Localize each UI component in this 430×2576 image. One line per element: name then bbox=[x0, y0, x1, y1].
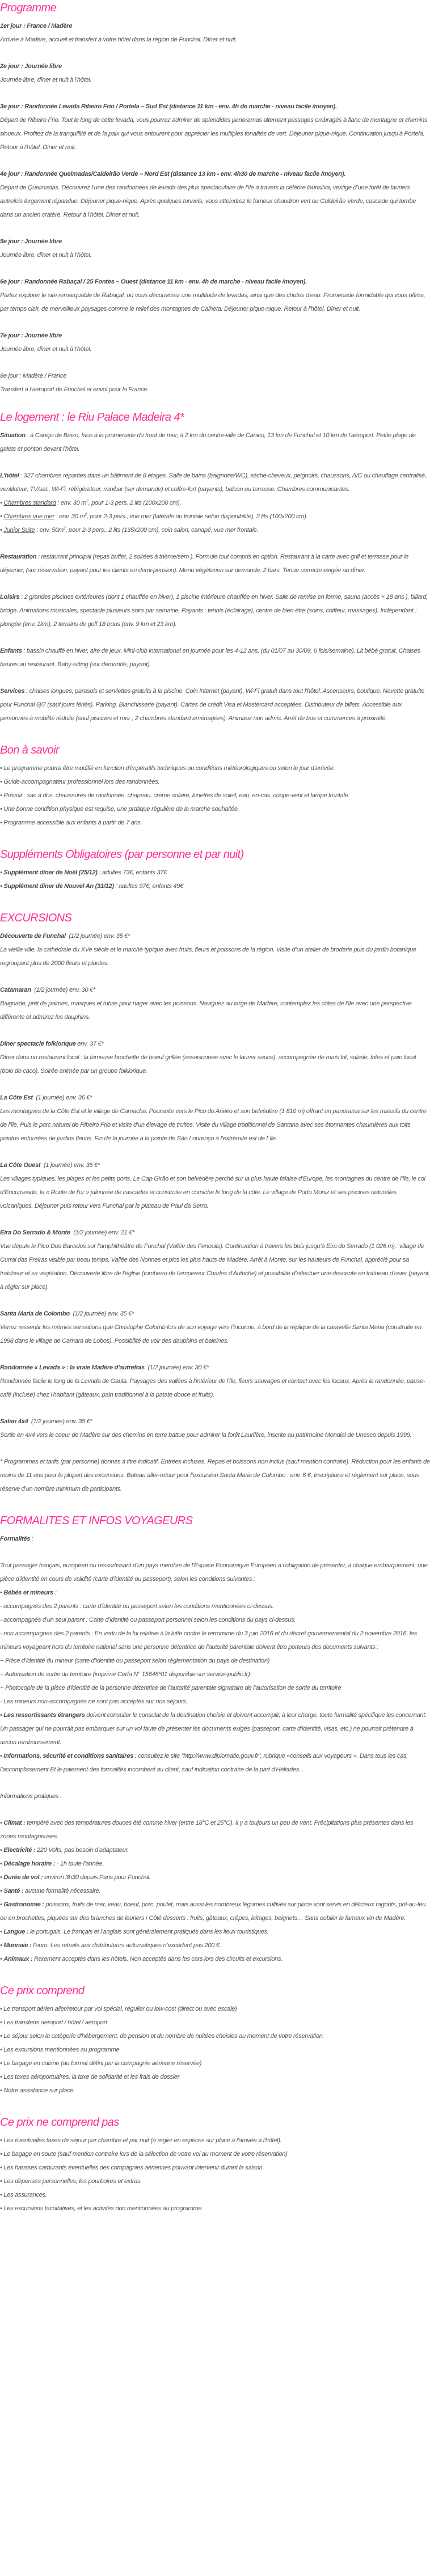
formalites-intro: Tout passager français, européen ou ressortissant d’un pays membre de l’Espace Economique Européen a l’obligation de présenter, à chaque embarquement, une pièce d’identité en cours de validité (carte d’identité ou passeport), selon les conditions suivantes : bbox=[0, 1562, 428, 1583]
excursion-name: Catamaran bbox=[0, 987, 31, 993]
day-text: Départ de Ribeiro Frio. Tout le long de cette levada, vous pourrez admirer de splendides panoramas alternant passages ombragés à flanc de montagne et chemins sinueux. Profitez de la tranquillité et de la paix qui vous entourent pour apprécier les multiples tonalités de vert. Déjeuner pique-nique. Continuation jusqu’à Portela. Retour à l’hôtel. Dîner et nuit. bbox=[0, 117, 428, 151]
supplement-item: • Supplément diner de Nouvel An (31/12) : adultes 97€, enfants 49€ bbox=[0, 879, 430, 893]
pratique-item: • Electricité : 220 Volts, pas besoin d’adaptateur. bbox=[0, 1843, 430, 1857]
excursion-price: (1/2 journée) env. 30 €* bbox=[31, 987, 95, 993]
excursions-section bbox=[0, 910, 430, 1496]
day-item bbox=[0, 275, 430, 316]
day-title: 1er jour : France / Madère bbox=[0, 23, 73, 29]
list-item: • Les transferts aéroport / hôtel / aéroport bbox=[0, 2016, 430, 2029]
loisirs-label: Loisirs bbox=[0, 594, 20, 600]
list-item: • Les excursions mentionnées au programme bbox=[0, 2043, 430, 2057]
day-title: 6e jour : Randonnée Rabaçal / 25 Fontes – Ouest (distance 11 km - env. 4h de marche - niveau facile /moyen). bbox=[0, 278, 307, 285]
day-text: Partez explorer le site remarquable de Rabaçal, où vous découvrirez une multitude de levadas, ainsi que des chutes d’eau. Promenade formidable qui vous offrira, par temps clair, de merveilleux paysages comme le relief des montagnes de Calheta. Déjeuner pique-nique. Retour à l’hôtel. Dîner et nuit. bbox=[0, 292, 425, 312]
day-item bbox=[0, 329, 430, 356]
supplements-title: Suppléments Obligatoires (par personne et par nuit) bbox=[0, 848, 244, 861]
excursion-price: (1 journée) env. 36 €* bbox=[40, 1162, 100, 1169]
list-item: • Les dépenses personnelles, les pourboires et extras. bbox=[0, 2175, 430, 2188]
mineurs-heading: • Bébés et mineurs : bbox=[0, 1586, 430, 1600]
list-item: • Les taxes aéroportuaires, la taxe de solidarité et les frais de dossier bbox=[0, 2070, 430, 2084]
list-item: • Les excursions facultatives, et les activités non mentionnées au programme bbox=[0, 2202, 430, 2215]
excursion-name: Eira Do Serrado & Monte bbox=[0, 1229, 70, 1236]
prix-comprend-list bbox=[0, 2002, 430, 2097]
room-item: • Chambres vue mer : env. 30 $m^2$, pour 2-3 pers., vue mer (latérale ou frontale selon disponibilité), 2 lits (100x200 cm). bbox=[0, 510, 430, 523]
enfants-label: Enfants bbox=[0, 648, 22, 654]
pratique-item: • Climat : tempéré avec des températures douces été comme hiver (entre 18°C et 25°C). Il y a toujours un peu de vent. Précipitations plus présentes dans les zones montagneuses. bbox=[0, 1816, 430, 1843]
excursion-price: (1/2 journée) env. 35 €* bbox=[65, 933, 130, 940]
mineurs-line: + Photocopie de la pièce d’identité de la personne détentrice de l’autorité parentale signataire de l’autorisation de sortie du territoire bbox=[0, 1685, 342, 1691]
list-item: • Le bagage en soute (sauf mention contraire lors de la sélection de votre vol au moment de votre réservation) bbox=[0, 2147, 430, 2161]
excursion-name: La Côte Est bbox=[0, 1094, 33, 1101]
pratiques-list bbox=[0, 1816, 430, 1966]
pratique-item: • Langue : le portugais. Le français et l’anglais sont généralement pratiqués dans les lieux touristiques. bbox=[0, 1925, 430, 1939]
list-item: • Le programme pourra être modifié en fonction d’impératifs techniques ou conditions météorologiques ou selon le jour d’arrivée. bbox=[0, 762, 430, 775]
list-item: • Le bagage en cabine (au format défini par la compagnie aérienne réservée) bbox=[0, 2057, 430, 2070]
list-item: • Le transport aérien aller/retour par vol spécial, régulier ou low-cost (direct ou avec escale) bbox=[0, 2002, 430, 2016]
list-item: • Les assurances. bbox=[0, 2188, 430, 2202]
day-title: 2e jour : Journée libre bbox=[0, 63, 62, 70]
supplement-item: • Supplément diner de Noël (25/12) : adultes 73€, enfants 37€ bbox=[0, 866, 430, 879]
excursion-item: La Côte Ouest (1 journée) env. 36 €* Les villages typiques, les plages et les petits ports. Le Cap Girão et son belvédère perché sur la plus haute falaise d’Europe, les montagnes du centre de l’île, le col d’Encumeada, la « Route de l’or » jalonnée de cascades et construite en corniche le long de la côte. Le village de Porto Moniz et ses piscines naturelles volcaniques. Déjeuner puis retour vers Funchal par le plateau de Paul da Serra. bbox=[0, 1162, 425, 1209]
excursion-item: Randonnée « Levada » : la vraie Madère d’autrefois (1/2 journée) env. 30 €* Randonnée facile le long de la Levada de Gaula. Paysages des vallées à l’intérieur de l’île, fleurs sauvages et contact avec les locaux. Après la randonnée, pause-café (incluse) chez l’habitant (gâteaux, pain traditionnel à la patate douce et fruits). bbox=[0, 1364, 425, 1398]
excursion-price: (1 journée) env. 36 €* bbox=[32, 1094, 92, 1101]
pratique-item: • Gastronomie : poissons, fruits de mer, veau, boeuf, porc, poulet, mais aussi les nombreux légumes cultivés sur place sont servis en délicieux ragoûts, pot-au-feu ou en brochettes, piquées sur des branches de lauriers ! Côté desserts : fruits, gâteaux, crêpes, laitages, beignets… Sans oublier le fameux vin de Madère. bbox=[0, 1898, 430, 1925]
day-title: 5e jour : Journée libre bbox=[0, 238, 62, 245]
bon-a-savoir-title: Bon à savoir bbox=[0, 744, 59, 756]
situation-label: Situation bbox=[0, 432, 26, 439]
day-title: 3e jour : Randonnée Levada Ribeiro Frio / Portela – Sud Est (distance 11 km - env. 4h de marche - niveau facile /moyen). bbox=[0, 103, 337, 110]
formalites-title: FORMALITES ET INFOS VOYAGEURS bbox=[0, 1515, 193, 1527]
day-text: Départ de Queimadas. Découvrez l’une des randonnées de levada des plus spectaculaire de l’île à travers la célèbre laurisilva, vestige d’une forêt de lauriers autrefois largement répandue. Déjeuner pique-nique. Après quelques tunnels, vous atteindrez le fameux chaudron vert ou Caldeirão Verde, cascade qui tombe dans un ancien cratère. Retour à l’hôtel. Dîner et nuit. bbox=[0, 184, 416, 218]
programme-title: Programme bbox=[0, 2, 57, 14]
day-list bbox=[0, 19, 430, 396]
bon-a-savoir-section bbox=[0, 742, 430, 830]
loisirs-paragraph: Loisirs : 2 grandes piscines extérieures (dont 1 chauffée en hiver), 1 piscine intérieure chauffée en hiver. Salle de remise en forme, sauna (accès + 18 ans ), billard, bridge. Animations musicales, spectacle plusieurs soirs par semaine. Payants : tennis (éclairage), centre de bien-être (soins, coiffeur, massages). Indépendant : plongée (env. 1km), 2 terrains de golf 18 trous (env. 9 km et 23 km). bbox=[0, 594, 428, 628]
excursion-name: Safari 4x4 bbox=[0, 1418, 28, 1425]
room-item: • Chambres standard : env. 30 $m^2$, pour 1-3 pers. 2 lits (100x200 cm). bbox=[0, 496, 430, 510]
day-item bbox=[0, 235, 430, 262]
pratique-item: • Durée de vol : environ 3h30 depuis Paris pour Funchal. bbox=[0, 1871, 430, 1884]
excursions-footnote: * Programmes et tarifs (par personne) donnés à titre indicatif. Entrées incluses. Repas et boissons non inclus (sauf mention contraire). Réduction pour les enfants de moins de 11 ans pour la plupart des excursions. Bateau aller-retour pour l’excursion Santa Maria de Colombo : env. 6 €. Inscriptions et règlement sur place, sous réserve d’un nombre minimum de participants. bbox=[0, 1458, 430, 1492]
excursion-name: Dîner spectacle folklorique bbox=[0, 1040, 76, 1047]
list-item: • Programme accessible aux enfants à partir de 7 ans. bbox=[0, 816, 430, 830]
hotel-paragraph: L’hôtel : 327 chambres réparties dans un bâtiment de 8 étages. Salle de bains (baignoire/WC), sèche-cheveux, peignoirs, chaussons, A/C ou chauffage centralisé, ventilateur, TV/sat., Wi-Fi, réfrigérateur, minibar (sur demande) et coffre-fort (payants), balcon ou terrasse. Chambres communicantes. • Chambres standard : env. 30 $m^2$, pour 1-3 pers. 2 lits (100x200 cm). • Chambres vue mer : env. 30 $m^2$, pour 2-3 pers., vue mer (latérale ou frontale selon disponibilité), 2 lits (100x200 cm). • Junior Suite : env. $50m^2$, pour 2-3 pers., 2 lits (135x200 cm), coin salon, canapé, vue mer frontale. bbox=[0, 469, 430, 537]
supplements-list bbox=[0, 866, 430, 893]
list-item: • Les hausses carburants éventuelles des compagnies aériennes pouvant intervenir durant la saison. bbox=[0, 2161, 430, 2175]
formalites-section bbox=[0, 1513, 430, 1966]
prix-ne-comprend-pas-section bbox=[0, 2114, 430, 2215]
pratiques-label-row: Informations pratiques : bbox=[0, 1793, 62, 1800]
excursion-price: (1/2 journée) env. 35 €* bbox=[69, 1310, 134, 1317]
list-item: • Les éventuelles taxes de séjour par chambre et par nuit (à régler en espèces sur place à l'arrivée à l'hôtel). bbox=[0, 2134, 430, 2147]
room-item: • Junior Suite : env. $50m^2$, pour 2-3 pers., 2 lits (135x200 cm), coin salon, canapé, vue mer frontale. bbox=[0, 523, 430, 537]
mineurs-line: - accompagnés d’un seul parent : Carte d’identité ou passeport personnel selon les conditions du pays ci-dessus. bbox=[0, 1617, 296, 1623]
restauration-label: Restauration bbox=[0, 553, 37, 560]
excursion-item: Santa Maria de Colombo (1/2 journée) env. 35 €* Venez ressentir les mêmes sensations que Christophe Colomb lors de son voyage vers l’inconnu, à bord de la réplique de la caravelle Santa Maria (construite en 1998 dans le village de Camara de Lobos). Possibilité de voir des dauphins et baleines. bbox=[0, 1310, 421, 1344]
pratique-item: • Monnaie : l’euro. Les retraits aux distributeurs automatiques n’excèdent pas 200 €. bbox=[0, 1939, 430, 1952]
formalites-body bbox=[0, 1559, 430, 1776]
day-item bbox=[0, 167, 430, 222]
day-item bbox=[0, 100, 430, 154]
excursion-name: Découverte de Funchal bbox=[0, 933, 66, 940]
situation-paragraph: Situation : à Caniço de Baixo, face à la promenade du front de mer, à 2 km du centre-ville de Canico, 13 km de Funchal et 10 km de l’aéroport. Petite plage de galets et ponton devant l'hôtel. bbox=[0, 432, 416, 452]
excursion-name: La Côte Ouest bbox=[0, 1162, 41, 1169]
logement-section bbox=[0, 409, 430, 725]
bon-a-savoir-list bbox=[0, 762, 430, 830]
day-text: Journée libre, dîner et nuit à l’hôtel. bbox=[0, 346, 92, 353]
pratique-item: • Décalage horaire : - 1h toute l’année. bbox=[0, 1857, 430, 1871]
excursion-price: env. 37 €* bbox=[75, 1040, 104, 1047]
excursion-item: Safari 4x4 (1/2 journée) env. 35 €* Sortie en 4x4 vers le coeur de Madère sur des chemins en terre battue pour admirer la forêt Laurifère, inscrite au patrimoine Mondial de Unesco depuis 1999. bbox=[0, 1418, 412, 1439]
list-item: • Le séjour selon la catégorie d'hébergement, de pension et du nombre de nuitées choisies au moment de votre réservation. bbox=[0, 2029, 430, 2043]
day-title: 4e jour : Randonnée Queimadas/Caldeirão Verde – Nord Est (distance 13 km - env. 4h30 de marche - niveau facile /moyen). bbox=[0, 171, 345, 177]
logement-title: Le logement : le Riu Palace Madeira 4* bbox=[0, 411, 184, 424]
services-label: Services bbox=[0, 688, 25, 695]
prix-ne-comprend-pas-title: Ce prix ne comprend pas bbox=[0, 2116, 119, 2129]
mineurs-line: - Les mineurs non-accompagnés ne sont pas acceptés sur nos séjours. bbox=[0, 1698, 188, 1705]
prix-comprend-section bbox=[0, 1983, 430, 2097]
restauration-paragraph: Restauration : restaurant principal (repas buffet, 2 soirées à thème/sem.). Formule tout compris en option. Restaurant à la carte avec grill et terrasse pour le déjeuner, (sur réservation, payant pour les clients en demi-pension). Menu végétarien sur demande. 2 bars. Tenue correcte exigée au dîner. bbox=[0, 553, 409, 574]
excursion-item: Découverte de Funchal (1/2 journée) env. 35 €* La vieille ville, la cathédrale du XVe siècle et le marché typique avec fruits, fleurs et poissons de la région. Visite d’un atelier de broderie puis du jardin botanique regroupant plus de 2000 fleurs et plantes. bbox=[0, 933, 416, 967]
day-item bbox=[0, 19, 430, 46]
list-item: • Guide-accompagnateur professionnel lors des randonnées. bbox=[0, 775, 430, 789]
excursion-price: (1/2 journée) env. 21 €* bbox=[70, 1229, 134, 1236]
day-text: Journée libre, dîner et nuit à l’hôtel. bbox=[0, 252, 92, 259]
hotel-label: L’hôtel bbox=[0, 472, 19, 479]
pratique-item: • Animaux : Rarement acceptés dans les hôtels. Non acceptés dans les cars lors des circuits et excursions. bbox=[0, 1952, 430, 1966]
mineurs-line: + Pièce d’identité du mineur (carte d’identité ou passeport selon règlementation du pays de destination) bbox=[0, 1657, 270, 1664]
prix-comprend-title: Ce prix comprend bbox=[0, 1985, 85, 1997]
services-paragraph: Services : chaises longues, parasols et serviettes gratuits à la piscine. Coin Internet (payant), Wi-Fi gratuit dans tout l’hôtel. Ascenseurs, boutique. Navette gratuite pour Funchal 6j/7 (sauf jours fériés). Parking. Blanchisserie (payant). Cartes de crédit Visa et Mastercard acceptées. Distributeur de billets. Accessible aux personnes à mobilité réduite (sauf piscines et mer ; 2 chambres standard aménagées). Animaux non admis. Arrêt de bus et commerces à proximité. bbox=[0, 688, 425, 722]
programme-section bbox=[0, 0, 430, 396]
day-title: 7e jour : Journée libre bbox=[0, 332, 62, 339]
mineurs-line: - accompagnés des 2 parents : carte d’identité ou passeport selon les conditions mentionnées ci-dessus. bbox=[0, 1603, 274, 1610]
day-text: Transfert à l’aéroport de Funchal et envol pour la France. bbox=[0, 386, 149, 393]
excursion-item: Catamaran (1/2 journée) env. 30 €* Baignade, prêt de palmes, masques et tubas pour nager avec les poissons. Naviguez au large de Madère, contemplez les côtes de l’île avec une perspective différente et admirez les dauphins. bbox=[0, 987, 412, 1021]
excursion-name: Santa Maria de Colombo bbox=[0, 1310, 70, 1317]
mineurs-line: + Autorisation de sortie du territoire (imprimé Cerfa N° 15646*01 disponible sur service-public.fr) bbox=[0, 1671, 250, 1678]
excursion-price: (1/2 journée) env. 30 €* bbox=[144, 1364, 209, 1371]
day-item bbox=[0, 60, 430, 87]
enfants-paragraph: Enfants : bassin chauffé en hiver, aire de jeux. Mini-club international en journée pour les 4-12 ans, (du 01/07 au 30/09, 6 fois/semaine). Lit bébé gratuit. Chaises hautes au restaurant. Baby-sitting (sur demande, payant). bbox=[0, 648, 420, 668]
excursion-item: Eira Do Serrado & Monte (1/2 journée) env. 21 €* Vue depuis le Pico Dos Barcelos sur l’amphithéâtre de Funchal (Vallée des Fenouils). Continuation à travers les bois jusqu’à Eira do Serrado (1 026 m) : village de Curral das Freiras visible par beau temps, Vallée des Nonnes et pics les plus hauts de Madère. Arrêt à Monte, sur les hauteurs de Funchal, apprécié pour sa fraîcheur et sa végétation. Découverte libre de l’église (tombeau de l’empereur Charles d’Autriche) et possibilité d’effectuer une descente en traîneau d’osier (payant, à régler sur place). bbox=[0, 1229, 430, 1291]
mineurs-line: - non accompagnés des 2 parents : En vertu de la loi relative à la lutte contre le terrorisme du 3 juin 2016 et du décret gouvernemental du 2 novembre 2016, les mineurs voyageant hors du territoire national sans une personne détentrice de l’autorité parentale doivent être porteurs des documents suivants : bbox=[0, 1630, 418, 1651]
prix-ne-comprend-pas-list bbox=[0, 2134, 430, 2215]
excursion-name: Randonnée « Levada » : la vraie Madère d’autrefois bbox=[0, 1364, 145, 1371]
etrangers-item: • Les ressortissants étrangers doivent consulter le consulat de la destination choisie et doivent accomplir, à leur charge, toute formalité spécifique les concernant. Un passager qui ne pourrait pas embarquer sur un vol faute de présenter les documents exigés (passeport, carte d’identité, visas, etc.) ne pourrait prétendre à aucun remboursement. bbox=[0, 1708, 430, 1749]
list-item: • Notre assistance sur place. bbox=[0, 2084, 430, 2097]
infos-securite-item: • Informations, sécurité et conditions sanitaires : consultez le site "http://www.diplomatie.gouv.fr", rubrique «conseils aux voyageurs ». Dans tous les cas, l’accomplissement Et le paiement des formalités incombent au client, sauf indication contraire de la part d’Héliades. . bbox=[0, 1749, 430, 1776]
day-text: Arrivée à Madère, accueil et transfert à votre hôtel dans la région de Funchal. Dîner et nuit. bbox=[0, 36, 237, 43]
formalites-label-row: Formalités : bbox=[0, 1536, 33, 1542]
pratique-item: • Santé : aucune formalité nécessaire. bbox=[0, 1884, 430, 1898]
day-item bbox=[0, 369, 430, 396]
day-text: Journée libre, dîner et nuit à l’hôtel. bbox=[0, 77, 92, 83]
supplements-section bbox=[0, 847, 430, 893]
list-item: • Prévoir : sac à dos, chaussures de randonnée, chapeau, crème solaire, lunettes de soleil, eau, en-cas, coupe-vent et lampe frontale. bbox=[0, 789, 430, 802]
day-title: 8e jour : Madère / France bbox=[0, 373, 66, 379]
excursions-title: EXCURSIONS bbox=[0, 912, 72, 924]
list-item: • Une bonne condition physique est requise, une pratique régulière de la marche souhaitée. bbox=[0, 802, 430, 816]
excursion-item: Dîner spectacle folklorique env. 37 €* Dîner dans un restaurant local : la fameuse brochette de boeuf grillée (assaisonnée avec le laurier sauce), accompagnée de maïs frit, salade, frites et pain local (bolo do caco). Soirée animée par un groupe folklorique. bbox=[0, 1040, 416, 1075]
excursion-price: (1/2 journée) env. 35 €* bbox=[28, 1418, 92, 1425]
excursion-item: La Côte Est (1 journée) env. 36 €* Les montagnes de la Côte Est et le village de Camacha. Poursuite vers le Pico do Arieiro et son belvédère (1 810 m) offrant un panorama sur les massifs du centre de l’île. Puis le parc naturel de Ribeiro Frio et visite d’un élevage de truites. Visite du village traditionnel de Santana avec ses étonnantes chaumières aux toits pointus entourées de jardins fleuris. Fin de la journée à la pointe de São Lourenço à l’extrémité est de l´île. bbox=[0, 1094, 427, 1142]
